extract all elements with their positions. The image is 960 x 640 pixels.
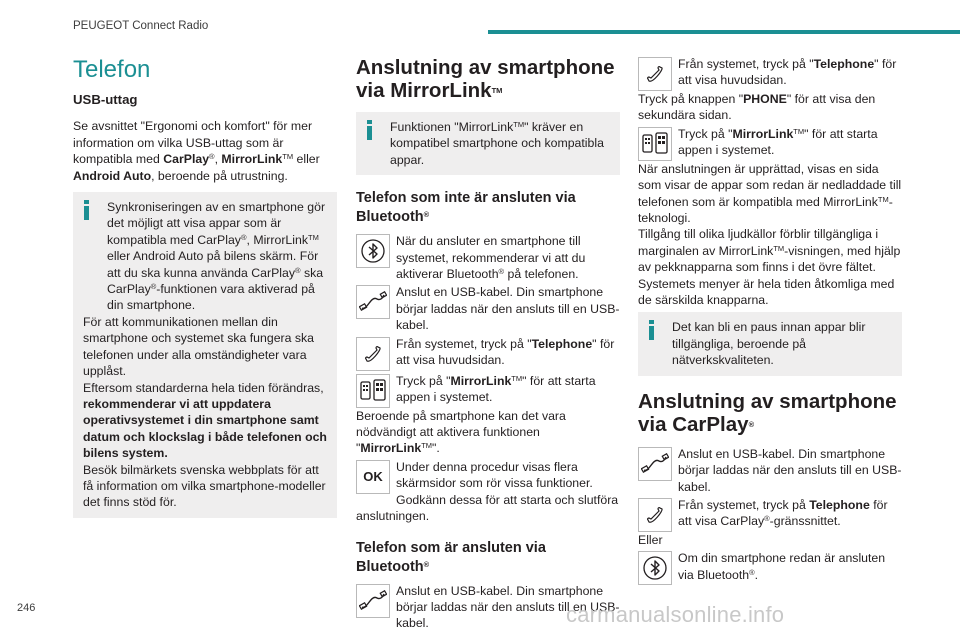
step-mirrorlink-2: Tryck på "MirrorLink™" för att starta appen i systemet. <box>638 126 902 161</box>
usb-paragraph: Se avsnittet "Ergonomi och komfort" för mer information om vilka USB-uttag som är kompatibla med CarPlay®, MirrorLink™ eller Android Auto, beroende på utrustning. <box>73 119 320 183</box>
info-update-text: Eftersom standarderna hela tiden förändras, rekommenderar vi att uppdatera operativsystemet i din smartphone samt datum och klockslag i både telefonen och bilens system. <box>83 380 327 461</box>
info-box-pause: Det kan bli en paus innan appar blir tillgängliga, beroende på nätverkskvaliteten. <box>638 312 902 375</box>
info-icon <box>366 120 373 140</box>
step-bluetooth-2: Om din smartphone redan är ansluten via Bluetooth®. <box>638 550 902 585</box>
menus-text: Systemets menyer är hela tiden åtkomliga med de särskilda knapparna. <box>638 276 895 308</box>
carplay-heading: Anslutning av smartphone via CarPlay® <box>638 389 897 436</box>
column-2 <box>356 56 620 632</box>
step-telephone: Från systemet, tryck på "Telephone" för att visa huvudsidan. <box>356 336 620 371</box>
info-box-sync: Synkroniseringen av en smartphone gör det möjligt att visa appar som är kompatibla med CarPlay®, MirrorLink™ eller Android Auto på bilens skärm. För att du ska kunna använda CarPlay® ska CarPlay®-funktionen vara aktiverad på din smartphone. För att kommunikationen mellan din smartphone och systemet ska fungera ska telefonen under alla omständigheter vara upplåst. Eftersom standarderna hela tiden förändras, rekommenderar vi att uppdatera operativsystemet i din smartphone samt datum och klockslag i både telefonen och bilens system. Besök bilmärkets svenska webbplats för att få information om vilka smartphone-modeller det finns stöd för. <box>73 192 337 518</box>
connected-bt-heading: Telefon som är ansluten via Bluetooth® <box>356 539 546 575</box>
step-telephone-3: Från systemet, tryck på Telephone för att visa CarPlay®-gränssnittet. <box>638 497 902 532</box>
audio-sources-text: Tillgång till olika ljudkällor förblir tillgängliga i marginalen av MirrorLink™-visningen, med hjälp av pekknapparna som finns i det övre fältet. <box>638 227 901 275</box>
or-text: Eller <box>638 532 663 547</box>
step-ok: OK Under denna procedur visas flera skärmsidor som rör vissa funktioner. Godkänn dessa för att starta och slutföra anslutningen. <box>356 459 619 524</box>
not-connected-bt-heading: Telefon som inte är ansluten via Bluetooth® <box>356 190 576 226</box>
usb-cable-icon <box>638 447 672 481</box>
running-header: PEUGEOT Connect Radio <box>73 20 209 32</box>
step-usb-3: Anslut en USB-kabel. Din smartphone börjar laddas när den ansluts till en USB-kabel. <box>638 446 902 495</box>
header-accent-bar <box>488 30 960 34</box>
step-usb: Anslut en USB-kabel. Din smartphone börjar laddas när den ansluts till en USB-kabel. <box>356 284 620 333</box>
connection-established-text: När anslutningen är upprättad, visas en sida som visar de appar som redan är nedladdade till telefonen som är kompatibla med MirrorLink™-teknologi. <box>638 161 902 226</box>
activate-mirrorlink-text: Beroende på smartphone kan det vara nödvändigt att aktivera funktionen "MirrorLink™". <box>356 408 566 456</box>
mirrorlink-icon <box>356 374 390 408</box>
bluetooth-icon <box>356 234 390 268</box>
mirrorlink-icon <box>638 127 672 161</box>
phone-handset-icon <box>638 498 672 532</box>
usb-cable-icon <box>356 584 390 618</box>
column-1 <box>73 56 337 528</box>
info-unlock-text: För att kommunikationen mellan din smartphone och systemet ska fungera ska telefonen under alla omständigheter vara upplåst. <box>83 314 315 379</box>
page-title: Telefon <box>73 56 151 83</box>
step-telephone-2: Från systemet, tryck på "Telephone" för att visa huvudsidan. <box>638 56 902 91</box>
info-icon <box>83 200 90 220</box>
step-mirrorlink: Tryck på "MirrorLink™" för att starta appen i systemet. <box>356 373 620 408</box>
watermark: carmanualsonline.info <box>566 602 785 627</box>
info-website-text: Besök bilmärkets svenska webbplats för att få information om vilka smartphone-modeller det finns stöd för. <box>83 462 326 510</box>
column-3 <box>638 56 902 585</box>
mirrorlink-heading: Anslutning av smartphone via MirrorLink™ <box>356 56 615 102</box>
phone-button-text: Tryck på knappen "PHONE" för att visa den sekundära sidan. <box>638 92 876 123</box>
usb-heading: USB-uttag <box>73 92 138 107</box>
step-usb-2: Anslut en USB-kabel. Din smartphone börjar laddas när den ansluts till en USB-kabel. <box>356 583 620 632</box>
info-box-mirrorlink: Funktionen "MirrorLink™" kräver en kompatibel smartphone och kompatibla appar. <box>356 112 620 175</box>
info-icon <box>648 320 655 340</box>
ok-icon: OK <box>356 460 390 494</box>
page-number: 246 <box>17 602 36 614</box>
phone-handset-icon <box>356 337 390 371</box>
step-bluetooth: När du ansluter en smartphone till systemet, rekommenderar vi att du aktiverar Bluetooth® på telefonen. <box>356 233 620 282</box>
bluetooth-icon <box>638 551 672 585</box>
phone-handset-icon <box>638 57 672 91</box>
usb-cable-icon <box>356 285 390 319</box>
